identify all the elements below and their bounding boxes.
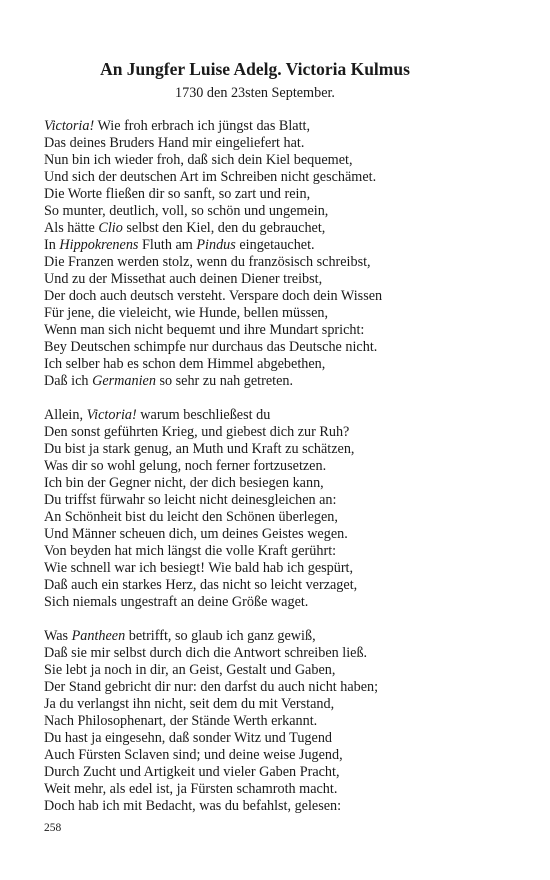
poem-line	[44, 781, 534, 798]
line-text: Daß sie mir selbst durch dich die Antwort schreiben ließ.	[44, 645, 368, 661]
italic-name: Victoria!	[86, 407, 137, 423]
line-text: selbst den Kiel, den du gebrauchet,	[122, 220, 326, 236]
line-text: Die Worte fließen dir so sanft, so zart und rein,	[44, 186, 311, 202]
line-text: Sie lebt ja noch in dir, an Geist, Gestalt und Gaben,	[44, 662, 336, 678]
italic-name: Hippokrenens	[59, 237, 139, 253]
poem-line	[44, 730, 534, 747]
line-text: Ich selber hab es schon dem Himmel abgebethen,	[44, 356, 326, 372]
poem-line	[44, 305, 534, 322]
line-text: So munter, deutlich, voll, so schön und ungemein,	[44, 203, 329, 219]
line-text: In	[44, 237, 60, 253]
poem-line	[44, 696, 534, 713]
line-text: so sehr zu nah getreten.	[155, 373, 294, 389]
poem-line	[44, 713, 534, 730]
line-text: Daß ich	[44, 373, 93, 389]
poem-line	[44, 186, 534, 203]
poem-line	[44, 441, 534, 458]
line-text: Sich niemals ungestraft an deine Größe waget.	[44, 594, 309, 610]
line-text: Was	[44, 628, 72, 644]
poem-line	[44, 424, 534, 441]
italic-name: Pantheen	[71, 628, 126, 644]
line-text: eingetauchet.	[235, 237, 315, 253]
poem-line	[44, 271, 534, 288]
line-text: Und zu der Missethat auch deinen Diener treibst,	[44, 271, 323, 287]
line-text: Wie schnell war ich besiegt! Wie bald hab ich gespürt,	[44, 560, 354, 576]
line-text: Der Stand gebricht dir nur: den darfst du auch nicht haben;	[44, 679, 379, 695]
line-text: Fluth am	[138, 237, 197, 253]
line-text: Du bist ja stark genug, an Muth und Kraft zu schätzen,	[44, 441, 355, 457]
poem-line	[44, 254, 534, 271]
stanza	[44, 118, 534, 390]
line-text: Weit mehr, als edel ist, ja Fürsten schamroth macht.	[44, 781, 338, 797]
poem-line	[44, 407, 534, 424]
line-text: Für jene, die vieleicht, wie Hunde, bellen müssen,	[44, 305, 329, 321]
italic-name: Victoria!	[44, 118, 95, 134]
poem-line	[44, 679, 534, 696]
poem-line	[44, 458, 534, 475]
line-text: Von beyden hat mich längst die volle Kraft gerührt:	[44, 543, 337, 559]
poem-line	[44, 543, 534, 560]
poem-line	[44, 577, 534, 594]
line-text: Wenn man sich nicht bequemt und ihre Mundart spricht:	[44, 322, 365, 338]
poem-line	[44, 560, 534, 577]
line-text: An Schönheit bist du leicht den Schönen überlegen,	[44, 509, 338, 525]
stanza	[44, 407, 534, 611]
line-text: betrifft, so glaub ich ganz gewiß,	[125, 628, 316, 644]
line-text: Du hast ja eingesehn, daß sonder Witz und Tugend	[44, 730, 333, 746]
line-text: Doch hab ich mit Bedacht, was du befahlst, gelesen:	[44, 798, 342, 814]
poem-line	[44, 747, 534, 764]
poem-date: 1730 den 23sten September.	[175, 85, 335, 101]
italic-name: Clio	[98, 220, 123, 236]
line-text: Durch Zucht und Artigkeit und vieler Gaben Pracht,	[44, 764, 340, 780]
line-text: Den sonst geführten Krieg, und giebest dich zur Ruh?	[44, 424, 350, 440]
poem-line	[44, 356, 534, 373]
poem-line	[44, 526, 534, 543]
italic-name: Pindus	[196, 237, 236, 253]
line-text: Allein,	[44, 407, 87, 423]
poem-line	[44, 152, 534, 169]
line-text: Die Franzen werden stolz, wenn du französisch schreibst,	[44, 254, 371, 270]
line-text: Auch Fürsten Sclaven sind; und deine weise Jugend,	[44, 747, 343, 763]
poem-line	[44, 135, 534, 152]
poem-line	[44, 628, 534, 645]
line-text: Ja du verlangst ihn nicht, seit dem du mit Verstand,	[44, 696, 335, 712]
line-text: Was dir so wohl gelung, noch ferner fortzusetzen.	[44, 458, 327, 474]
poem-line	[44, 475, 534, 492]
line-text: Wie froh erbrach ich jüngst das Blatt,	[94, 118, 311, 134]
line-text: Du triffst fürwahr so leicht nicht deinesgleichen an:	[44, 492, 337, 508]
page-number: 258	[44, 822, 62, 834]
italic-name: Germanien	[92, 373, 156, 389]
poem-line	[44, 662, 534, 679]
poem-line	[44, 645, 534, 662]
poem-body	[44, 118, 534, 832]
line-text: Der doch auch deutsch versteht. Verspare doch dein Wissen	[44, 288, 383, 304]
poem-line	[44, 288, 534, 305]
line-text: Daß auch ein starkes Herz, das nicht so leicht verzaget,	[44, 577, 358, 593]
line-text: Das deines Bruders Hand mir eingeliefert hat.	[44, 135, 305, 151]
poem-line	[44, 373, 534, 390]
poem-line	[44, 594, 534, 611]
poem-line	[44, 339, 534, 356]
poem-line	[44, 203, 534, 220]
poem-title: An Jungfer Luise Adelg. Victoria Kulmus	[100, 59, 410, 79]
poem-line	[44, 798, 534, 815]
poem-line	[44, 237, 534, 254]
line-text: Und Männer scheuen dich, um deines Geistes wegen.	[44, 526, 348, 542]
poem-line	[44, 509, 534, 526]
line-text: Und sich der deutschen Art im Schreiben nicht geschämet.	[44, 169, 377, 185]
stanza	[44, 628, 534, 815]
line-text: Nach Philosophenart, der Stände Werth erkannt.	[44, 713, 318, 729]
poem-line	[44, 764, 534, 781]
line-text: Als hätte	[44, 220, 99, 236]
poem-line	[44, 322, 534, 339]
line-text: Bey Deutschen schimpfe nur durchaus das Deutsche nicht.	[44, 339, 378, 355]
poem-line	[44, 492, 534, 509]
line-text: Nun bin ich wieder froh, daß sich dein Kiel bequemet,	[44, 152, 353, 168]
line-text: Ich bin der Gegner nicht, der dich besiegen kann,	[44, 475, 324, 491]
poem-line	[44, 169, 534, 186]
poem-line	[44, 220, 534, 237]
poem-line	[44, 118, 534, 135]
line-text: warum beschließest du	[136, 407, 271, 423]
